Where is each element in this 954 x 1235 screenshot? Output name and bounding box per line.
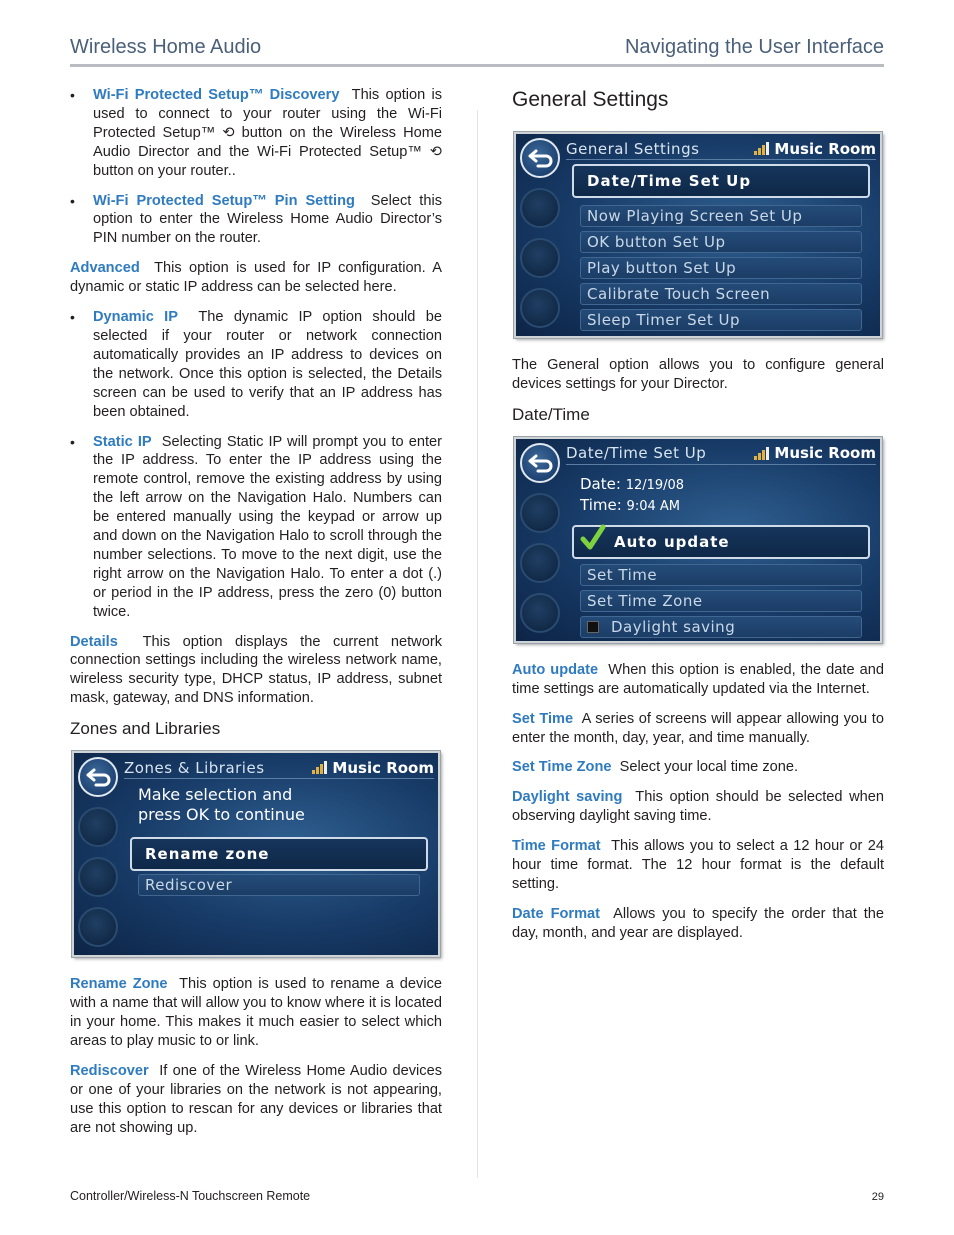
- ip-bullet-list: [70, 308, 442, 622]
- term-daylight-saving: Daylight saving: [512, 789, 623, 806]
- left-column: [70, 86, 442, 1148]
- def-date-format: [512, 905, 884, 943]
- checkbox-icon[interactable]: [587, 621, 599, 633]
- term-dynamic-ip: Dynamic IP: [93, 309, 178, 326]
- halo-button[interactable]: [520, 188, 560, 228]
- details-paragraph: [70, 633, 442, 709]
- bullet-static-ip: [70, 433, 442, 622]
- back-button[interactable]: [78, 757, 118, 797]
- right-column: [512, 86, 884, 954]
- zones-libraries-screen: [72, 751, 440, 957]
- bullet-dot: •: [70, 309, 75, 326]
- header-product-title: Wireless Home Audio: [70, 36, 262, 58]
- term-time-format: Time Format: [512, 838, 601, 855]
- column-divider: [477, 110, 478, 1178]
- rediscover-paragraph: [70, 1062, 442, 1138]
- screen-title: Date/Time Set Up: [566, 444, 707, 463]
- screen-titlebar: [566, 443, 876, 465]
- term-set-time: Set Time: [512, 710, 574, 727]
- screen-titlebar: [566, 138, 876, 160]
- back-button[interactable]: [520, 138, 560, 178]
- menu-item-set-time[interactable]: Set Time: [580, 564, 862, 586]
- term-wps-discovery: Wi-Fi Protected Setup™ Discovery: [93, 87, 340, 103]
- back-arrow-icon: [528, 453, 554, 473]
- zones-heading: Zones and Libraries: [70, 719, 221, 739]
- halo-button[interactable]: [520, 288, 560, 328]
- definition-list: [512, 661, 884, 943]
- date-label: Date:: [580, 474, 621, 493]
- desc-date-format: Allows you to specify the order that the day, month, and year are displayed.: [512, 905, 884, 941]
- auto-update-label: Auto update: [614, 532, 730, 551]
- menu-item-set-time-zone[interactable]: Set Time Zone: [580, 590, 862, 612]
- desc-set-time-zone: Select your local time zone.: [619, 759, 799, 776]
- menu-item-calibrate[interactable]: Calibrate Touch Screen: [580, 283, 862, 305]
- date-readout: [580, 475, 684, 493]
- back-arrow-icon: [528, 148, 554, 168]
- menu-item-daylight-saving[interactable]: [580, 616, 862, 638]
- date-time-screen: [514, 437, 882, 643]
- term-date-format: Date Format: [512, 905, 601, 922]
- term-wps-pin: Wi-Fi Protected Setup™ Pin Setting: [93, 192, 355, 209]
- menu-item-date-time[interactable]: Date/Time Set Up: [572, 164, 870, 198]
- room-name: Music Room: [332, 758, 434, 777]
- bullet-dot: •: [70, 87, 75, 103]
- term-advanced: Advanced: [70, 260, 140, 277]
- header-section-title: Navigating the User Interface: [624, 36, 884, 58]
- bullet-dynamic-ip: [70, 308, 442, 421]
- menu-item-rename-zone[interactable]: Rename zone: [130, 837, 428, 871]
- menu-item-sleep-timer[interactable]: Sleep Timer Set Up: [580, 309, 862, 331]
- instruction-line-2: press OK to continue: [138, 805, 305, 825]
- bullet-dot: •: [70, 433, 75, 450]
- signal-icon: [312, 761, 327, 774]
- room-indicator: [754, 140, 876, 158]
- halo-button[interactable]: [520, 238, 560, 278]
- term-rediscover: Rediscover: [70, 1062, 149, 1079]
- menu-item-play-button[interactable]: Play button Set Up: [580, 257, 862, 279]
- desc-advanced: This option is used for IP configuration. A dynamic or static IP address can be selected here.: [70, 260, 442, 296]
- menu-item-rediscover[interactable]: Rediscover: [138, 874, 420, 896]
- room-name: Music Room: [774, 139, 876, 158]
- date-value: 12/19/08: [625, 477, 685, 493]
- menu-item-ok-button[interactable]: OK button Set Up: [580, 231, 862, 253]
- def-auto-update: [512, 661, 884, 699]
- room-indicator: [754, 444, 876, 462]
- desc-time-format: This allows you to select a 12 hour or 24 hour time format. The 12 hour format is the default setting.: [512, 838, 884, 892]
- def-set-time-zone: [512, 758, 884, 777]
- screen-title: Zones & Libraries: [124, 758, 265, 777]
- desc-static-ip: Selecting Static IP will prompt you to enter the IP address. To enter the IP address using the remote control, remove the existing address by using the left arrow on the Navigation Halo. Numbers can be entered manually using the keypad or arrow up and down on the Navigation Halo to scroll through the number selections. To move to the next digit, use the right arrow on the Navigation Halo. To enter a dot (.) or period in the IP address, press the zero (0) button twice.: [93, 433, 442, 620]
- bullet-dot: •: [70, 192, 75, 209]
- def-time-format: [512, 837, 884, 894]
- time-readout: [580, 496, 680, 514]
- desc-wps-pin: Select this option to enter the Wireless Home Audio Director’s PIN number on the router.: [93, 192, 443, 247]
- room-name: Music Room: [774, 444, 876, 463]
- desc-dynamic-ip: The dynamic IP option should be selected if your router or network connection automatically provides an IP address to devices on the network. Once this option is selected, the Details screen can be used to verify that an IP address has been obtained.: [93, 309, 442, 420]
- term-static-ip: Static IP: [93, 433, 152, 450]
- halo-button[interactable]: [78, 907, 118, 947]
- general-settings-heading: General Settings: [512, 88, 669, 111]
- instruction-line-1: Make selection and: [138, 785, 293, 805]
- desc-wps-discovery: This option is used to connect to your router using the Wi-Fi Protected Setup™ ⟲ button on the Wireless Home Audio Director and the Wi-Fi Protected Setup™ ⟲ button on your router..: [93, 87, 442, 179]
- halo-button[interactable]: [78, 857, 118, 897]
- def-daylight-saving: [512, 788, 884, 826]
- desc-rediscover: If one of the Wireless Home Audio devices or one of your libraries on the network is not appearing, use this option to rescan for any devices or libraries that are not showing up.: [70, 1062, 442, 1136]
- menu-item-auto-update[interactable]: [572, 525, 870, 559]
- checkmark-icon: [580, 524, 606, 552]
- general-settings-screen: [514, 132, 882, 338]
- menu-item-now-playing[interactable]: Now Playing Screen Set Up: [580, 205, 862, 227]
- advanced-paragraph: [70, 259, 442, 297]
- halo-button[interactable]: [520, 493, 560, 533]
- term-set-time-zone: Set Time Zone: [512, 759, 612, 776]
- bullet-wps-discovery: [70, 86, 442, 181]
- desc-auto-update: When this option is enabled, the date and time settings are automatically updated via the Internet.: [512, 661, 884, 697]
- signal-icon: [754, 142, 769, 155]
- halo-button[interactable]: [520, 593, 560, 633]
- datetime-heading: Date/Time: [512, 404, 590, 424]
- screen-title: General Settings: [566, 139, 700, 158]
- signal-icon: [754, 447, 769, 460]
- desc-daylight-saving: This option should be selected when observing daylight saving time.: [512, 789, 885, 825]
- desc-details: This option displays the current network connection settings including the wireless network name, wireless security type, DHCP status, IP address, subnet mask, gateway, and DNS information.: [70, 633, 442, 707]
- desc-rename-zone: This option is used to rename a device with a name that will allow you to know where it is located in your home. This makes it much easier to select which areas to play music to or link.: [70, 976, 442, 1049]
- footer-product-name: Controller/Wireless-N Touchscreen Remote: [70, 1189, 311, 1203]
- term-details: Details: [70, 633, 118, 650]
- back-arrow-icon: [86, 767, 112, 787]
- daylight-saving-label: Daylight saving: [611, 617, 736, 636]
- general-description: The General option allows you to configure general devices settings for your Director.: [512, 357, 884, 392]
- term-rename-zone: Rename Zone: [70, 976, 168, 993]
- time-label: Time:: [580, 495, 622, 514]
- wps-bullet-list: [70, 86, 442, 248]
- back-button[interactable]: [520, 443, 560, 483]
- desc-set-time: A series of screens will appear allowing you to enter the month, day, year, and time manually.: [512, 710, 884, 746]
- header-rule: [70, 64, 884, 67]
- bullet-wps-pin: [70, 192, 442, 249]
- rename-paragraph: [70, 975, 442, 1051]
- page-number: 29: [871, 1191, 884, 1203]
- halo-button[interactable]: [520, 543, 560, 583]
- room-indicator: [312, 759, 434, 777]
- def-set-time: [512, 710, 884, 748]
- halo-button[interactable]: [78, 807, 118, 847]
- screen-titlebar: [124, 757, 434, 779]
- term-auto-update: Auto update: [512, 661, 599, 678]
- time-value: 9:04 AM: [626, 498, 680, 514]
